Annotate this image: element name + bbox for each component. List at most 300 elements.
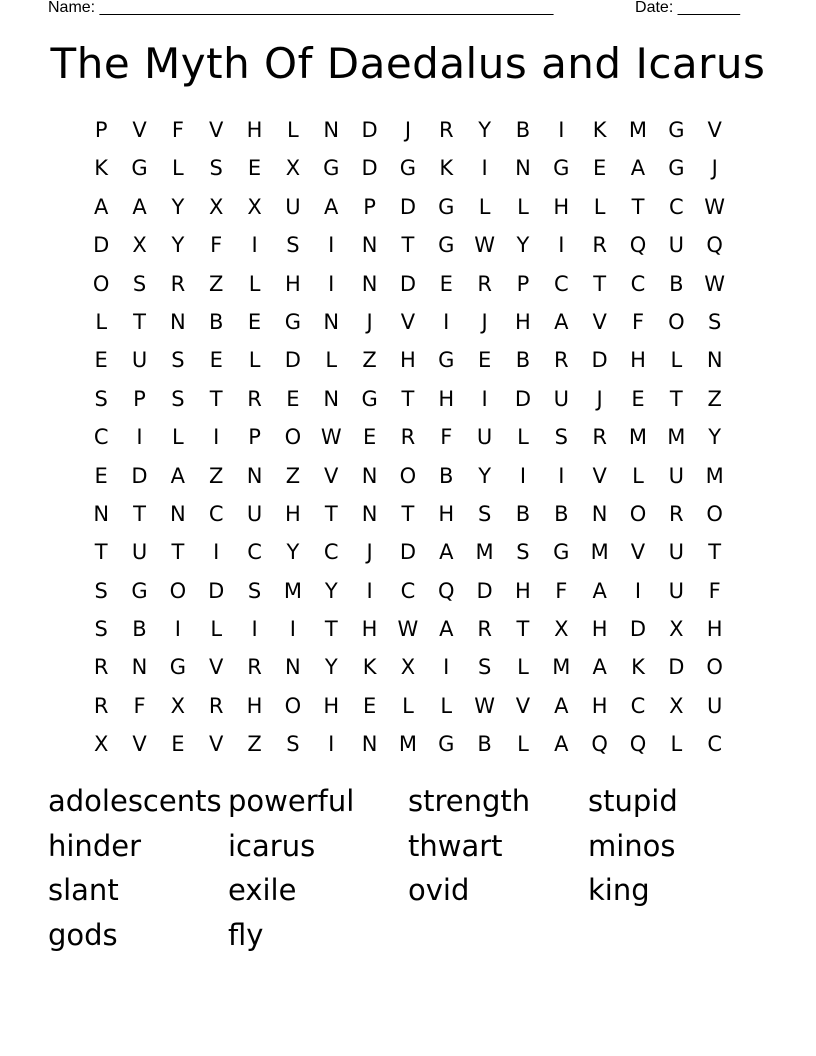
grid-cell[interactable]: T (516, 617, 530, 642)
grid-cell[interactable]: D (208, 578, 225, 603)
grid-cell[interactable]: M (552, 655, 571, 680)
grid-cell[interactable]: F (440, 425, 453, 450)
grid-cell[interactable]: M (705, 463, 724, 488)
grid-cell[interactable]: I (213, 425, 220, 450)
grid-cell[interactable]: H (591, 617, 608, 642)
grid-cell[interactable]: T (631, 194, 645, 219)
grid-cell[interactable]: X (93, 732, 109, 757)
grid-cell[interactable]: E (362, 693, 377, 718)
grid-cell[interactable]: N (706, 348, 723, 373)
grid-cell[interactable]: U (706, 693, 723, 718)
grid-cell[interactable]: I (481, 386, 488, 411)
grid-cell[interactable]: N (361, 233, 378, 258)
grid-cell[interactable]: A (93, 194, 109, 219)
grid-cell[interactable]: T (401, 386, 415, 411)
grid-cell[interactable]: T (708, 540, 722, 565)
grid-cell[interactable]: R (438, 118, 454, 142)
word-list-item: hinder (48, 828, 141, 863)
grid-cell[interactable]: H (438, 386, 455, 411)
grid-cell[interactable]: R (93, 655, 109, 680)
grid-cell[interactable]: K (362, 655, 377, 680)
grid-cell[interactable]: I (289, 617, 296, 642)
grid-cell[interactable]: O (629, 501, 647, 526)
grid-cell[interactable]: M (628, 425, 648, 450)
grid-cell[interactable]: B (515, 348, 531, 373)
grid-cell[interactable]: G (284, 309, 302, 334)
grid-cell[interactable]: I (558, 233, 565, 258)
grid-cell[interactable]: V (324, 463, 339, 488)
grid-cell[interactable]: X (554, 617, 569, 642)
grid-cell[interactable]: E (247, 156, 262, 181)
grid-cell[interactable]: S (209, 156, 223, 181)
grid-cell[interactable]: N (93, 501, 110, 526)
grid-cell[interactable]: A (439, 540, 454, 565)
grid-cell[interactable]: N (131, 655, 148, 680)
grid-cell[interactable]: R (592, 425, 607, 450)
grid-cell[interactable]: S (708, 309, 722, 334)
grid-cell[interactable]: H (284, 501, 301, 526)
grid-cell[interactable]: T (401, 233, 415, 258)
header (48, 0, 740, 20)
grid-cell[interactable]: H (515, 578, 531, 603)
grid-cell[interactable]: I (443, 655, 450, 680)
grid-cell[interactable]: H (246, 693, 263, 718)
grid-cell[interactable]: O (284, 693, 302, 718)
grid-cell[interactable]: D (93, 233, 110, 258)
grid-cell[interactable]: J (596, 386, 603, 411)
grid-cell[interactable]: W (320, 425, 342, 450)
grid-cell[interactable]: N (361, 732, 378, 757)
grid-cell[interactable]: C (400, 578, 416, 603)
grid-cell[interactable]: Y (171, 233, 185, 258)
grid-cell[interactable]: U (668, 578, 685, 603)
grid-cell[interactable]: J (366, 309, 373, 334)
grid-cell[interactable]: O (706, 655, 723, 680)
grid-cell[interactable]: L (478, 194, 491, 219)
grid-cell[interactable]: T (171, 540, 185, 565)
grid-cell[interactable]: T (401, 501, 415, 526)
grid-cell[interactable]: L (517, 655, 529, 680)
grid-cell[interactable]: L (172, 425, 184, 450)
grid-cell[interactable]: Q (629, 732, 647, 757)
grid-cell[interactable]: I (481, 156, 488, 181)
grid-cell[interactable]: B (477, 732, 492, 757)
grid-cell[interactable]: E (362, 425, 377, 450)
grid-cell[interactable]: S (171, 386, 185, 411)
grid-cell[interactable]: W (397, 617, 419, 642)
grid-cell[interactable]: G (131, 578, 148, 603)
grid-cell[interactable]: V (515, 693, 531, 718)
grid-cell[interactable]: U (668, 463, 685, 488)
grid-cell[interactable]: Z (209, 271, 224, 296)
grid-cell[interactable]: L (593, 194, 606, 219)
grid-cell[interactable]: N (170, 501, 186, 526)
grid-cell[interactable]: A (630, 156, 646, 181)
grid-cell[interactable]: L (440, 693, 453, 718)
grid-cell[interactable]: W (704, 194, 726, 219)
grid-cell[interactable]: E (439, 271, 453, 296)
grid-cell[interactable]: U (131, 540, 148, 565)
grid-cell[interactable]: G (361, 386, 378, 411)
grid-row (82, 380, 734, 418)
grid-cell[interactable]: S (477, 655, 492, 680)
grid-cell[interactable]: D (131, 463, 148, 488)
grid-cell[interactable]: S (247, 578, 262, 603)
grid-cell[interactable]: F (133, 693, 146, 718)
grid-cell[interactable]: Q (706, 233, 723, 258)
word-list-item: adolescents (48, 784, 222, 818)
grid-cell[interactable]: T (94, 540, 108, 565)
grid-cell[interactable]: E (477, 348, 492, 373)
grid-cell[interactable]: C (630, 693, 646, 718)
grid-cell[interactable]: B (515, 501, 531, 526)
grid-cell[interactable]: H (591, 693, 608, 718)
grid-cell[interactable]: L (287, 118, 299, 142)
grid-cell[interactable]: C (707, 732, 722, 757)
grid-cell[interactable]: O (169, 578, 187, 603)
grid-cell[interactable]: V (707, 118, 722, 142)
grid-cell[interactable]: H (400, 348, 416, 373)
grid-cell[interactable]: O (706, 501, 723, 526)
grid-cell[interactable]: I (328, 271, 335, 296)
name-field[interactable]: Name: ___________________________________________________ (48, 0, 554, 16)
grid-cell[interactable]: M (398, 732, 417, 757)
grid-cell[interactable]: V (132, 732, 147, 757)
grid-cell[interactable]: V (592, 463, 607, 488)
grid-cell[interactable]: X (400, 655, 416, 680)
grid-cell[interactable]: T (209, 386, 223, 411)
word-list (48, 782, 768, 960)
grid-cell[interactable]: L (517, 194, 529, 219)
grid-cell[interactable]: U (668, 540, 685, 565)
grid-cell[interactable]: N (361, 501, 378, 526)
grid-cell[interactable]: W (704, 271, 726, 296)
grid-cell[interactable]: Q (629, 233, 647, 258)
grid-cell[interactable]: Z (362, 348, 377, 373)
grid-cell[interactable]: I (519, 463, 527, 488)
grid-cell[interactable]: R (208, 693, 224, 718)
grid-cell[interactable]: F (708, 578, 721, 603)
grid-cell[interactable]: Y (478, 463, 492, 488)
grid-cell[interactable]: E (209, 348, 223, 373)
grid-cell[interactable]: A (170, 463, 186, 488)
grid-cell[interactable]: D (514, 386, 532, 411)
grid-cell[interactable]: X (669, 693, 684, 718)
grid-cell[interactable]: A (554, 309, 569, 334)
grid-cell[interactable]: T (133, 501, 146, 526)
grid-cell[interactable]: H (284, 271, 301, 296)
grid-cell[interactable]: R (592, 233, 607, 258)
grid-cell[interactable]: U (131, 348, 148, 373)
grid-cell[interactable]: L (517, 425, 529, 450)
grid-cell[interactable]: I (251, 617, 258, 642)
grid-cell[interactable]: V (132, 118, 147, 142)
grid-cell[interactable]: Y (516, 233, 530, 258)
grid-cell[interactable]: K (592, 118, 607, 142)
grid-cell[interactable]: S (94, 386, 108, 411)
grid-cell[interactable]: E (94, 463, 108, 488)
grid-cell[interactable]: N (323, 309, 340, 334)
grid-cell[interactable]: Y (286, 540, 300, 565)
grid-cell[interactable]: Y (324, 655, 338, 680)
grid-cell[interactable]: R (554, 348, 569, 373)
grid-cell[interactable]: C (553, 271, 569, 296)
grid-cell[interactable]: L (670, 732, 683, 757)
grid-cell[interactable]: R (247, 655, 262, 680)
grid-cell[interactable]: K (94, 156, 109, 181)
grid-cell[interactable]: H (323, 693, 340, 718)
grid-cell[interactable]: G (668, 118, 685, 142)
grid-cell[interactable]: A (554, 693, 569, 718)
grid-cell[interactable]: R (400, 425, 416, 450)
grid-cell[interactable]: L (670, 348, 683, 373)
grid-cell[interactable]: H (515, 309, 531, 334)
grid-cell[interactable]: U (246, 501, 263, 526)
grid-cell[interactable]: N (246, 463, 263, 488)
grid-cell[interactable]: G (438, 194, 455, 219)
grid-cell[interactable]: G (399, 156, 417, 181)
grid-cell[interactable]: X (285, 156, 301, 181)
grid-cell[interactable]: F (631, 309, 645, 334)
grid-cell[interactable]: S (286, 233, 300, 258)
grid-cell[interactable]: A (439, 617, 454, 642)
grid-cell[interactable]: P (248, 425, 261, 450)
grid-cell[interactable]: Z (285, 463, 301, 488)
grid-cell[interactable]: B (669, 271, 684, 296)
grid-cell[interactable]: D (284, 348, 301, 373)
grid-cell[interactable]: G (553, 540, 570, 565)
grid-cell[interactable]: O (399, 463, 417, 488)
word-list-item: powerful (228, 784, 355, 818)
grid-cell[interactable]: I (558, 118, 565, 142)
grid-cell[interactable]: R (170, 271, 186, 296)
grid-cell[interactable]: T (324, 501, 338, 526)
grid-cell[interactable]: F (555, 578, 568, 603)
grid-cell[interactable]: I (366, 578, 373, 603)
grid-cell[interactable]: J (711, 156, 718, 181)
grid-cell[interactable]: I (328, 233, 335, 258)
grid-cell[interactable]: V (592, 309, 607, 334)
grid-cell[interactable]: G (438, 348, 455, 373)
grid-cell[interactable]: M (590, 540, 609, 565)
grid-cell[interactable]: M (283, 578, 302, 603)
grid-cell[interactable]: O (92, 271, 110, 296)
grid-cell[interactable]: R (477, 271, 492, 296)
grid-cell[interactable]: C (247, 540, 262, 565)
grid-cell[interactable]: K (439, 156, 454, 181)
grid-cell[interactable]: O (284, 425, 302, 450)
grid-cell[interactable]: D (476, 578, 493, 603)
grid-cell[interactable]: S (286, 732, 300, 757)
grid-cell[interactable]: I (443, 309, 450, 334)
grid-cell[interactable]: D (629, 617, 647, 642)
grid-cell[interactable]: Y (478, 118, 492, 142)
grid-cell[interactable]: D (399, 271, 416, 296)
grid-cell[interactable]: V (400, 309, 416, 334)
grid-cell[interactable]: R (669, 501, 684, 526)
grid-cell[interactable]: I (174, 617, 181, 642)
grid-cell[interactable]: Z (209, 463, 224, 488)
grid-cell[interactable]: U (285, 194, 301, 219)
grid-cell[interactable]: R (477, 617, 492, 642)
grid-row (82, 457, 734, 495)
grid-cell[interactable]: T (669, 386, 683, 411)
grid-cell[interactable]: M (475, 540, 494, 565)
grid-cell[interactable]: S (94, 617, 108, 642)
grid-cell[interactable]: L (402, 693, 414, 718)
grid-cell[interactable]: E (94, 348, 108, 373)
grid-cell[interactable]: A (592, 578, 607, 603)
grid-cell[interactable]: B (132, 617, 147, 642)
grid-cell[interactable]: G (438, 233, 455, 258)
grid-cell[interactable]: S (94, 578, 108, 603)
grid-cell[interactable]: N (170, 309, 186, 334)
grid-cell[interactable]: N (285, 655, 301, 680)
grid-cell[interactable]: U (476, 425, 493, 450)
grid-cell[interactable]: A (592, 655, 607, 680)
word-list-item: exile (228, 873, 297, 907)
grid-cell[interactable]: C (630, 271, 646, 296)
grid-cell[interactable]: I (634, 578, 642, 603)
grid-cell[interactable]: O (668, 309, 685, 334)
grid-cell[interactable]: T (593, 271, 607, 296)
grid-cell[interactable]: P (363, 194, 376, 219)
grid-cell[interactable]: W (474, 233, 495, 258)
grid-cell[interactable]: S (171, 348, 185, 373)
grid-cell[interactable]: Q (591, 732, 608, 757)
grid-cell[interactable]: P (94, 118, 108, 142)
grid-cell[interactable]: C (323, 540, 339, 565)
grid-cell[interactable]: H (438, 501, 455, 526)
grid-cell[interactable]: H (630, 348, 646, 373)
grid-cell[interactable]: I (558, 463, 565, 488)
grid-cell[interactable]: X (170, 693, 186, 718)
grid-cell[interactable]: S (477, 501, 492, 526)
grid-cell[interactable]: X (132, 233, 147, 258)
grid-cell[interactable]: S (516, 540, 530, 565)
grid-cell[interactable]: B (554, 501, 569, 526)
grid-cell[interactable]: G (553, 156, 570, 181)
grid-cell[interactable]: A (554, 732, 569, 757)
grid-cell[interactable]: D (361, 118, 378, 142)
grid-cell[interactable]: I (251, 233, 258, 258)
grid-cell[interactable]: L (95, 309, 108, 334)
grid-cell[interactable]: A (324, 194, 339, 219)
grid-cell[interactable]: H (361, 617, 378, 642)
grid-cell[interactable]: C (668, 194, 684, 219)
grid-cell[interactable]: E (247, 309, 262, 334)
grid-cell[interactable]: N (361, 271, 378, 296)
grid-cell[interactable]: L (210, 617, 223, 642)
grid-cell[interactable]: Y (708, 425, 722, 450)
grid-cell[interactable]: A (132, 194, 147, 219)
grid-cell[interactable]: V (209, 118, 224, 142)
date-field[interactable]: Date: _______ (635, 0, 740, 16)
grid-cell[interactable]: T (324, 617, 338, 642)
grid-cell[interactable]: B (515, 118, 531, 142)
grid-cell[interactable]: E (631, 386, 645, 411)
grid-cell[interactable]: Y (171, 194, 185, 219)
grid-cell[interactable]: I (328, 732, 335, 757)
grid-cell[interactable]: L (325, 348, 338, 373)
grid-cell[interactable]: E (593, 156, 607, 181)
grid-cell[interactable]: R (93, 693, 109, 718)
grid-cell[interactable]: R (247, 386, 262, 411)
grid-cell[interactable]: W (474, 693, 495, 718)
grid-cell[interactable]: M (628, 118, 648, 142)
grid-cell[interactable]: P (516, 271, 530, 296)
grid-cell[interactable]: K (631, 655, 645, 680)
grid-cell[interactable]: L (248, 348, 261, 373)
grid-cell[interactable]: B (208, 309, 224, 334)
grid-cell[interactable]: D (399, 194, 416, 219)
grid-cell[interactable]: Y (324, 578, 338, 603)
grid-cell[interactable]: N (515, 156, 531, 181)
grid-cell[interactable]: I (136, 425, 143, 450)
grid-cell[interactable]: E (286, 386, 300, 411)
grid-cell[interactable]: U (668, 233, 685, 258)
grid-cell[interactable]: D (361, 156, 378, 181)
grid-cell[interactable]: N (591, 501, 608, 526)
grid-cell[interactable]: V (630, 540, 646, 565)
grid-cell[interactable]: V (209, 655, 224, 680)
grid-cell[interactable]: B (439, 463, 454, 488)
grid-cell[interactable]: U (553, 386, 569, 411)
grid-cell[interactable]: H (553, 194, 570, 219)
grid-cell[interactable]: C (208, 501, 224, 526)
grid-cell[interactable]: S (554, 425, 568, 450)
grid-cell[interactable]: F (210, 233, 223, 258)
grid-cell[interactable]: D (399, 540, 416, 565)
grid-cell[interactable]: X (669, 617, 684, 642)
grid-cell[interactable]: J (366, 540, 373, 565)
grid-cell[interactable]: Q (438, 578, 455, 603)
grid-cell[interactable]: N (361, 463, 378, 488)
grid-cell[interactable]: I (213, 540, 220, 565)
grid-cell[interactable]: G (169, 655, 186, 680)
grid-cell[interactable]: E (171, 732, 185, 757)
grid-cell[interactable]: F (171, 118, 184, 142)
grid-cell[interactable]: H (706, 617, 723, 642)
grid-cell[interactable]: T (133, 309, 146, 334)
grid-cell[interactable]: M (667, 425, 686, 450)
grid-cell[interactable]: H (246, 118, 263, 142)
grid-cell[interactable]: D (668, 655, 685, 680)
grid-cell[interactable]: G (131, 156, 148, 181)
grid-row (82, 533, 734, 571)
grid-cell[interactable]: N (323, 118, 340, 142)
grid-cell[interactable]: C (93, 425, 109, 450)
grid-cell[interactable]: Z (247, 732, 262, 757)
grid-cell[interactable]: D (591, 348, 608, 373)
grid-cell[interactable]: L (632, 463, 644, 488)
grid-cell[interactable]: S (132, 271, 147, 296)
grid-cell[interactable]: V (209, 732, 224, 757)
grid-cell[interactable]: J (404, 118, 412, 142)
grid-cell[interactable]: G (668, 156, 685, 181)
grid-cell[interactable]: L (248, 271, 261, 296)
grid-cell[interactable]: X (209, 194, 224, 219)
grid-cell[interactable]: X (247, 194, 262, 219)
grid-cell[interactable]: J (481, 309, 488, 334)
grid-cell[interactable]: L (172, 156, 184, 181)
grid-cell[interactable]: N (323, 386, 340, 411)
grid-cell[interactable]: Z (707, 386, 722, 411)
grid-cell[interactable]: L (517, 732, 529, 757)
grid-cell[interactable]: G (323, 156, 340, 181)
grid-cell[interactable]: P (133, 386, 146, 411)
grid-cell[interactable]: G (438, 732, 455, 757)
